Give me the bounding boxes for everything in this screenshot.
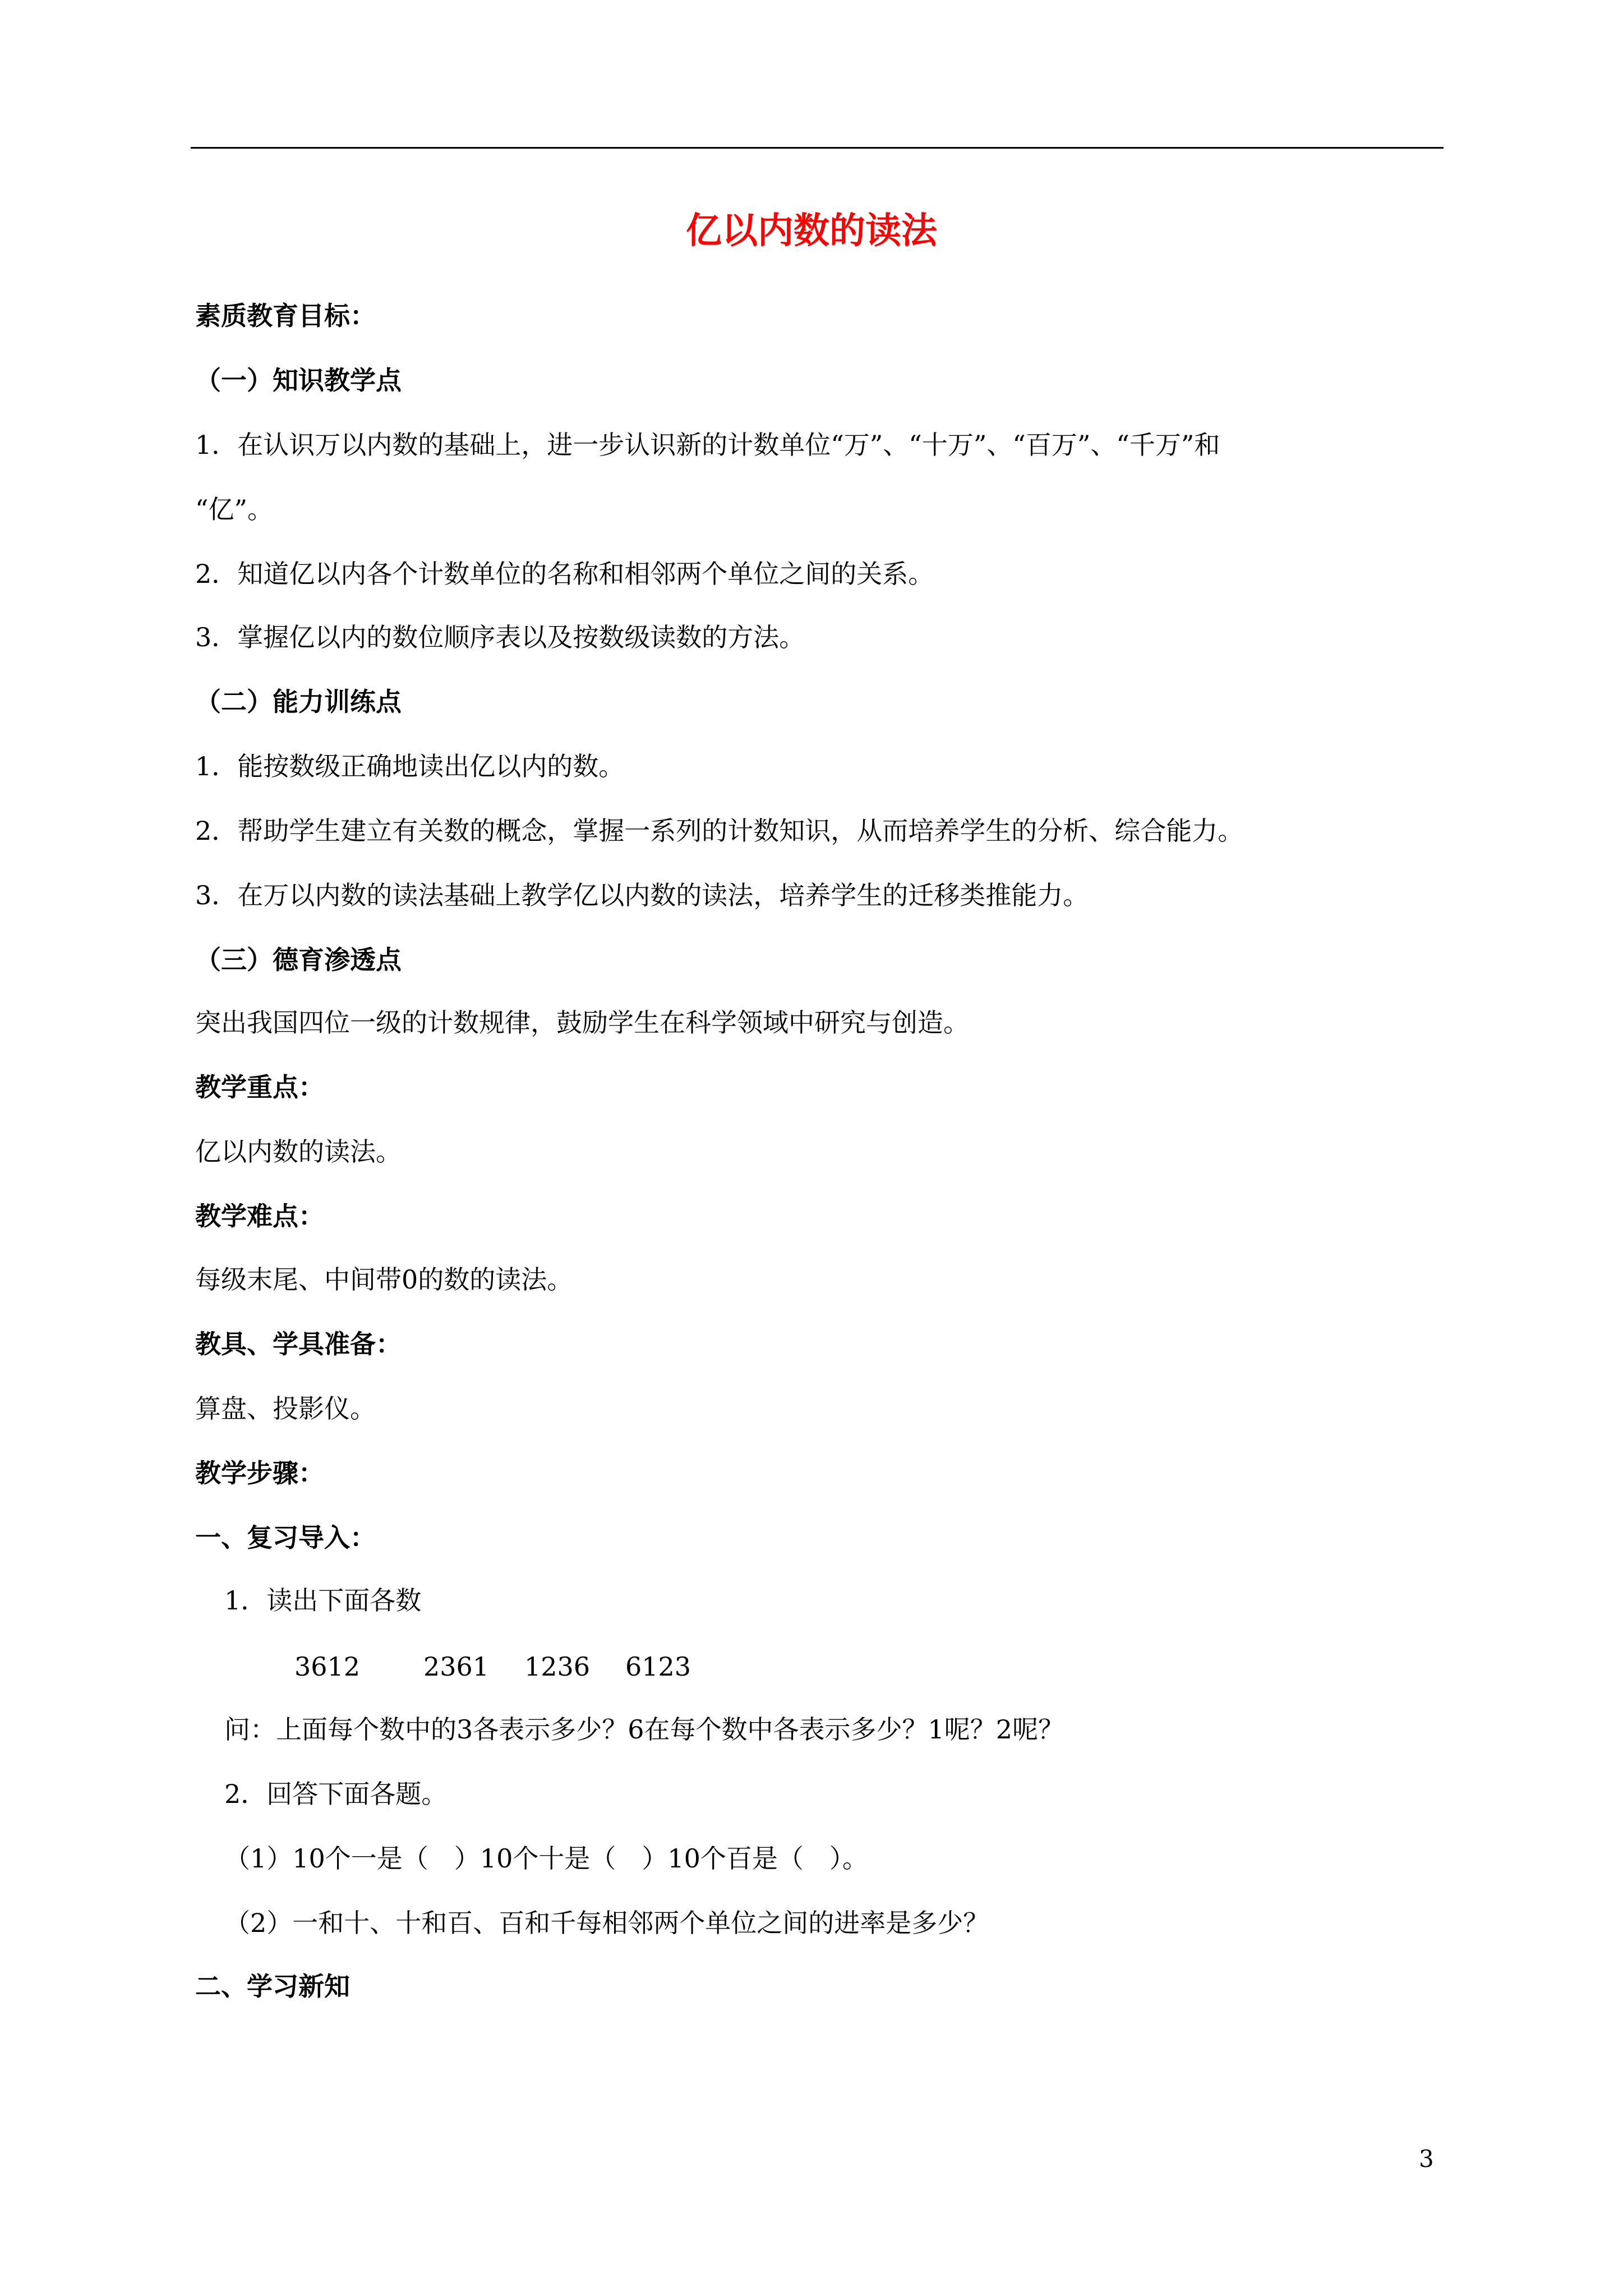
number-item: 3612 — [294, 1651, 361, 1682]
difficulty-text: 每级末尾、中间带0的数的读法。 — [195, 1264, 573, 1295]
tools-text: 算盘、投影仪。 — [195, 1393, 376, 1424]
review-question-1: 1．读出下面各数 — [224, 1585, 422, 1616]
tools-heading: 教具、学具准备： — [195, 1329, 402, 1359]
review-question-2-1: （1）10个一是（ ）10个十是（ ）10个百是（ ）。 — [224, 1843, 868, 1874]
part2-heading: 二、学习新知 — [195, 1971, 350, 2001]
key-point-text: 亿以内数的读法。 — [195, 1137, 402, 1167]
key-point-heading: 教学重点： — [195, 1072, 324, 1102]
steps-heading: 教学步骤： — [195, 1458, 324, 1488]
knowledge-item-1-cont: “亿”。 — [195, 494, 274, 524]
number-item: 6123 — [625, 1651, 691, 1682]
goal-heading: 素质教育目标： — [195, 301, 376, 331]
knowledge-item-2: 2．知道亿以内各个计数单位的名称和相邻两个单位之间的关系。 — [195, 559, 934, 589]
number-item: 2361 — [423, 1651, 490, 1682]
moral-item-1: 突出我国四位一级的计数规律，鼓励学生在科学领域中研究与创造。 — [195, 1007, 969, 1038]
difficulty-heading: 教学难点： — [195, 1201, 324, 1231]
page-number: 3 — [1419, 2145, 1434, 2173]
review-question-1-ask: 问：上面每个数中的3各表示多少？6在每个数中各表示多少？1呢？2呢？ — [224, 1714, 1064, 1745]
part1-heading: 一、复习导入： — [195, 1522, 376, 1553]
review-question-2-2: （2）一和十、十和百、百和千每相邻两个单位之间的进率是多少？ — [224, 1908, 989, 1938]
review-question-2: 2．回答下面各题。 — [224, 1779, 448, 1809]
number-item: 1236 — [524, 1651, 591, 1682]
ability-item-1: 1．能按数级正确地读出亿以内的数。 — [195, 751, 625, 781]
page-title: 亿以内数的读法 — [686, 210, 937, 252]
ability-item-3: 3．在万以内数的读法基础上教学亿以内数的读法，培养学生的迁移类推能力。 — [195, 880, 1089, 910]
header-rule — [191, 147, 1444, 149]
section-ability-heading: （二）能力训练点 — [195, 687, 402, 717]
section-moral-heading: （三）德育渗透点 — [195, 945, 402, 975]
knowledge-item-3: 3．掌握亿以内的数位顺序表以及按数级读数的方法。 — [195, 622, 805, 652]
ability-item-2: 2．帮助学生建立有关数的概念，掌握一系列的计数知识，从而培养学生的分析、综合能力。 — [195, 816, 1244, 846]
number-list — [294, 1651, 691, 1682]
section-knowledge-heading: （一）知识教学点 — [195, 365, 402, 395]
knowledge-item-1: 1．在认识万以内数的基础上，进一步认识新的计数单位“万”、“十万”、“百万”、“千万”和 — [195, 430, 1220, 460]
